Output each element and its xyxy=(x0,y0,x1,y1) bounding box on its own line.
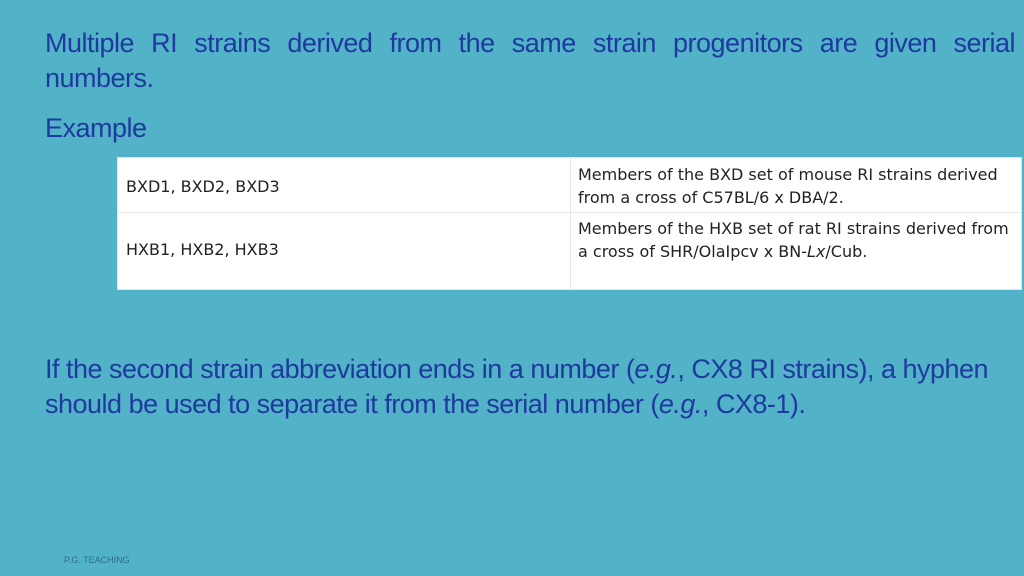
strain-table xyxy=(117,157,1022,290)
note-eg-italic: e.g. xyxy=(634,354,678,384)
slide-heading: Multiple RI strains derived from the same strain progenitors are given serial numbers. xyxy=(45,28,1015,93)
example-label: Example xyxy=(45,113,147,143)
description-text: Members of the HXB set of rat RI strains derived from a cross of SHR/OlaIpcv x BN- xyxy=(578,219,1009,261)
strain-description-cell: Members of the BXD set of mouse RI strains derived from a cross of C57BL/6 x DBA/2. xyxy=(578,165,998,207)
note-eg-italic: e.g. xyxy=(658,389,702,419)
footer-credit: P.G. TEACHING xyxy=(64,555,130,565)
table-row xyxy=(118,158,1021,213)
description-text: /Cub. xyxy=(825,242,868,261)
strain-description-cell xyxy=(578,217,1018,263)
hyphen-rule-note xyxy=(45,352,1005,422)
note-text: , CX8-1). xyxy=(701,389,806,419)
table-row xyxy=(118,212,1021,289)
note-text: If the second strain abbreviation ends in a number ( xyxy=(45,354,635,384)
note-text: , CX8 RI strains), a hyphen should be used to separate it from the serial number ( xyxy=(45,354,989,419)
description-italic-text: Lx xyxy=(807,242,826,261)
strain-names-cell: BXD1, BXD2, BXD3 xyxy=(126,177,280,196)
strain-names-cell: HXB1, HXB2, HXB3 xyxy=(126,240,279,259)
